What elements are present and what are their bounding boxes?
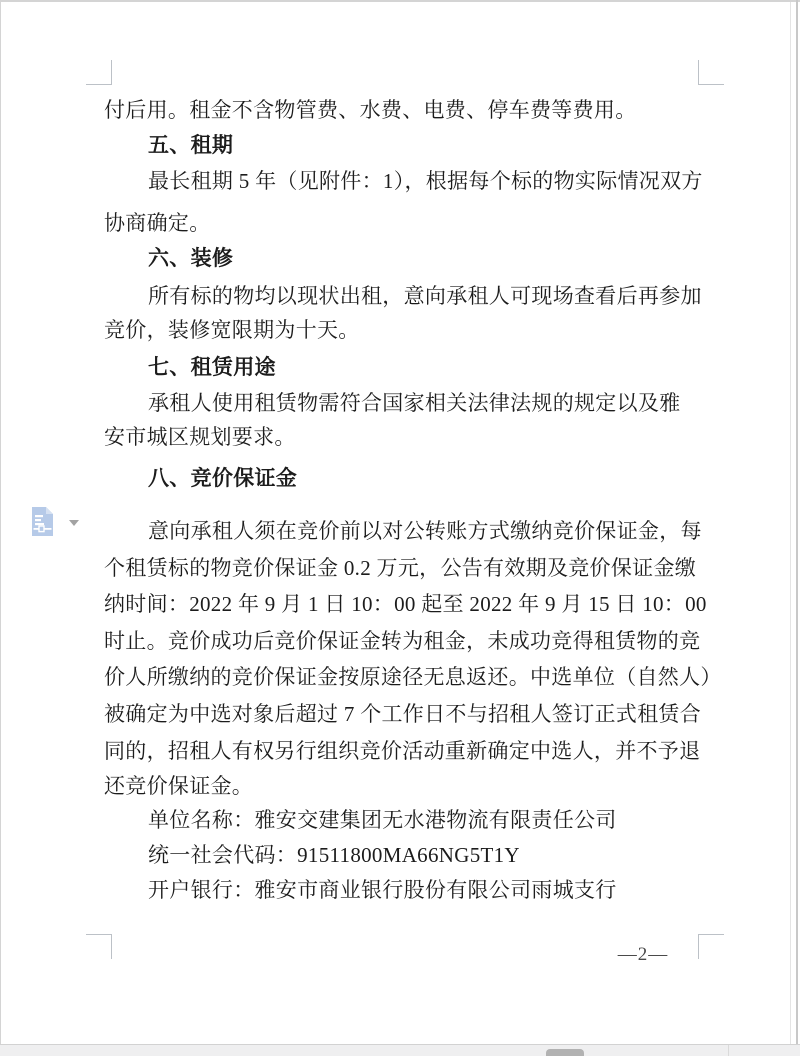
text-line: 时止。竞价成功后竞价保证金转为租金，未成功竞得租赁物的竞	[104, 629, 701, 653]
section-heading-6: 六、装修	[148, 246, 234, 270]
text-line: 协商确定。	[104, 211, 211, 235]
bank-line: 开户银行：雅安市商业银行股份有限公司雨城支行	[148, 878, 617, 902]
text-line: 纳时间：2022 年 9 月 1 日 10：00 起至 2022 年 9 月 15 日 10：00	[104, 592, 707, 616]
side-annotation-tool[interactable]	[29, 505, 79, 538]
credit-code-line: 统一社会代码：91511800MA66NG5T1Y	[148, 843, 520, 867]
margin-crop-mark-top-left	[86, 60, 112, 85]
text-line: 所有标的物均以现状出租，意向承租人可现场查看后再参加	[148, 284, 702, 308]
window-border-right	[796, 0, 798, 1056]
document-format-icon[interactable]	[29, 505, 56, 538]
text-line: 同的，招租人有权另行组织竞价活动重新确定中选人，并不予退	[104, 739, 701, 763]
text-line: 付后用。租金不含物管费、水费、电费、停车费等费用。	[104, 98, 637, 122]
text-line: 还竞价保证金。	[104, 774, 254, 798]
text-line: 价人所缴纳的竞价保证金按原途径无息返还。中选单位（自然人）	[104, 665, 722, 689]
section-heading-7: 七、租赁用途	[148, 355, 276, 379]
section-heading-5: 五、租期	[148, 133, 234, 157]
text-line: 最长租期 5 年（见附件：1），根据每个标的物实际情况双方	[148, 169, 703, 193]
section-heading-8: 八、竞价保证金	[148, 466, 298, 490]
horizontal-scrollbar[interactable]	[0, 1044, 800, 1056]
horizontal-scrollbar-thumb[interactable]	[546, 1049, 584, 1056]
text-line: 竞价，装修宽限期为十天。	[104, 318, 360, 342]
text-line: 承租人使用租赁物需符合国家相关法律法规的规定以及雅	[148, 391, 681, 415]
margin-crop-mark-bottom-right	[698, 934, 724, 959]
page-number: —2—	[617, 944, 669, 965]
margin-crop-mark-bottom-left	[86, 934, 112, 959]
text-line: 个租赁标的物竞价保证金 0.2 万元，公告有效期及竞价保证金缴	[104, 556, 697, 580]
window-border-top	[0, 0, 800, 2]
statusbar-divider	[728, 1045, 729, 1056]
company-name-line: 单位名称：雅安交建集团无水港物流有限责任公司	[148, 808, 617, 832]
window-border-left	[0, 0, 1, 1056]
chevron-down-icon[interactable]	[69, 520, 79, 526]
margin-crop-mark-top-right	[698, 60, 724, 85]
text-line: 意向承租人须在竞价前以对公转账方式缴纳竞价保证金，每	[148, 519, 702, 543]
vertical-scrollbar-track[interactable]	[790, 2, 791, 1044]
text-line: 被确定为中选对象后超过 7 个工作日不与招租人签订正式租赁合	[104, 702, 701, 726]
text-line: 安市城区规划要求。	[104, 425, 296, 449]
